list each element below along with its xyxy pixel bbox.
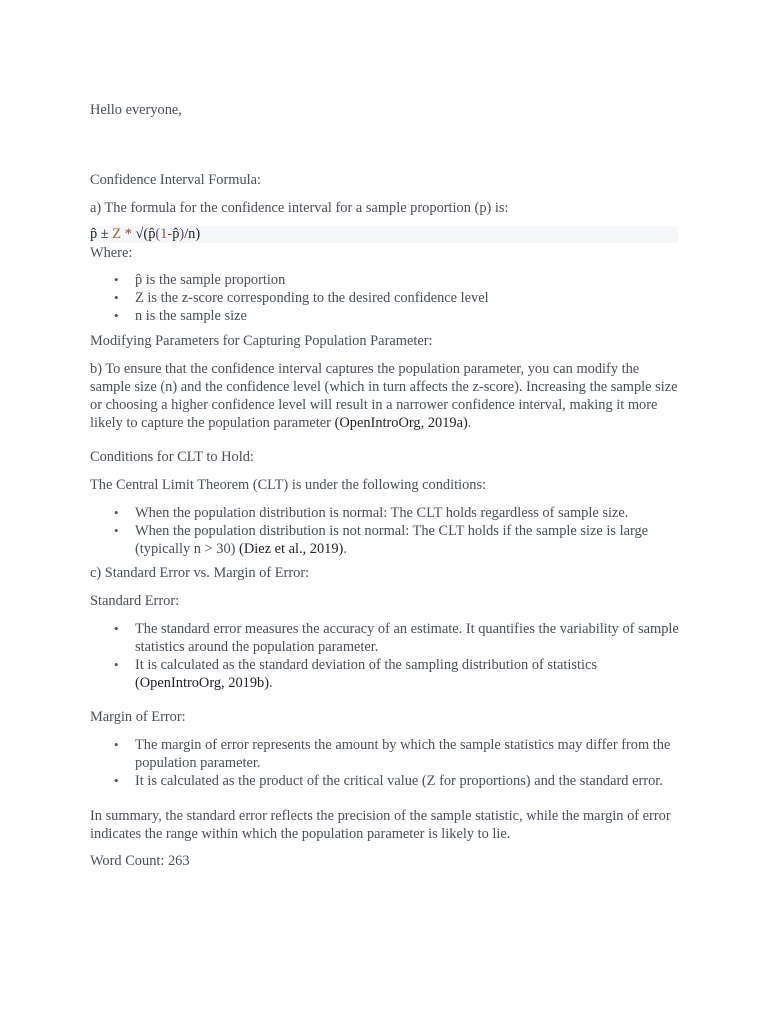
- formula-paren-close: ): [179, 226, 185, 242]
- citation-diez-2019: (Diez et al., 2019): [239, 541, 344, 557]
- se-vs-me-heading: c) Standard Error vs. Margin of Error:: [90, 565, 310, 581]
- modify-text: b) To ensure that the confidence interval captures the population parameter, you can modify the sample size (n) and the confidence level (which in turn affects the z-score). Increasing the sample size or choosing a higher confidence level will result in a narrower confidence interval, making it more likely to capture the population parameter: [90, 361, 678, 431]
- list-item-text: It is calculated as the standard deviation of the sampling distribution of statistics: [135, 657, 597, 673]
- citation-openintro-2019a: (OpenIntroOrg, 2019a): [334, 415, 468, 431]
- list-item: • n is the sample size: [135, 307, 680, 325]
- list-item: [135, 504, 680, 522]
- clt-list: [90, 504, 680, 558]
- clt-heading: Conditions for CLT to Hold:: [90, 449, 254, 465]
- list-item: • It is calculated as the product of the critical value (Z for proportions) and the standard error.: [135, 772, 680, 790]
- formula-one: 1: [160, 226, 168, 242]
- modify-end: .: [467, 415, 472, 431]
- formula-paren-open: (: [155, 226, 161, 242]
- list-item-text: When the population distribution is not normal: The CLT holds if the sample size is large (typically n > 30): [135, 523, 649, 557]
- list-item-text: The standard error measures the accuracy of an estimate. It quantifies the variability of sample statistics around the population parameter.: [135, 621, 679, 655]
- me-label: Margin of Error:: [90, 709, 186, 725]
- where-label: Where:: [90, 245, 133, 261]
- greeting: Hello everyone,: [90, 102, 182, 118]
- modify-paragraph: [90, 360, 680, 432]
- se-label: Standard Error:: [90, 593, 180, 609]
- citation-openintro-2019b: (OpenIntroOrg, 2019b): [135, 675, 270, 691]
- me-list: [90, 736, 680, 790]
- where-list: [90, 271, 680, 325]
- formula-tail: /n): [184, 226, 201, 242]
- ci-intro: a) The formula for the confidence interval for a sample proportion (p) is:: [90, 200, 509, 216]
- formula-p-hat-2: p̂: [148, 226, 156, 242]
- formula-p-hat-3: p̂: [172, 226, 180, 242]
- formula-minus: -: [167, 226, 173, 242]
- formula-plus-minus: ±: [97, 226, 113, 242]
- ci-heading: Confidence Interval Formula:: [90, 172, 262, 188]
- formula-times: *: [121, 226, 136, 242]
- formula-sqrt-open: √(: [135, 226, 149, 242]
- formula-block: [90, 226, 678, 243]
- formula-z: Z: [112, 226, 122, 242]
- list-item: • p̂ is the sample proportion: [135, 271, 680, 289]
- list-item: [135, 656, 680, 692]
- list-item-end: .: [269, 675, 273, 691]
- summary-paragraph: In summary, the standard error reflects the precision of the sample statistic, while the margin of error indicates the range within which the population parameter is likely to lie.: [90, 808, 671, 842]
- list-item-end: .: [343, 541, 347, 557]
- se-list: [90, 620, 680, 692]
- clt-intro: The Central Limit Theorem (CLT) is under the following conditions:: [90, 477, 487, 493]
- list-item: • The margin of error represents the amount by which the sample statistics may differ from the population parameter.: [135, 736, 680, 772]
- formula-p-hat: p̂: [90, 226, 98, 242]
- list-item: • Z is the z-score corresponding to the desired confidence level: [135, 289, 680, 307]
- list-item: [135, 620, 680, 656]
- list-item: [135, 522, 680, 558]
- modify-heading: Modifying Parameters for Capturing Population Parameter:: [90, 333, 433, 349]
- list-item-text: When the population distribution is normal: The CLT holds regardless of sample size.: [135, 505, 629, 521]
- word-count: Word Count: 263: [90, 853, 190, 869]
